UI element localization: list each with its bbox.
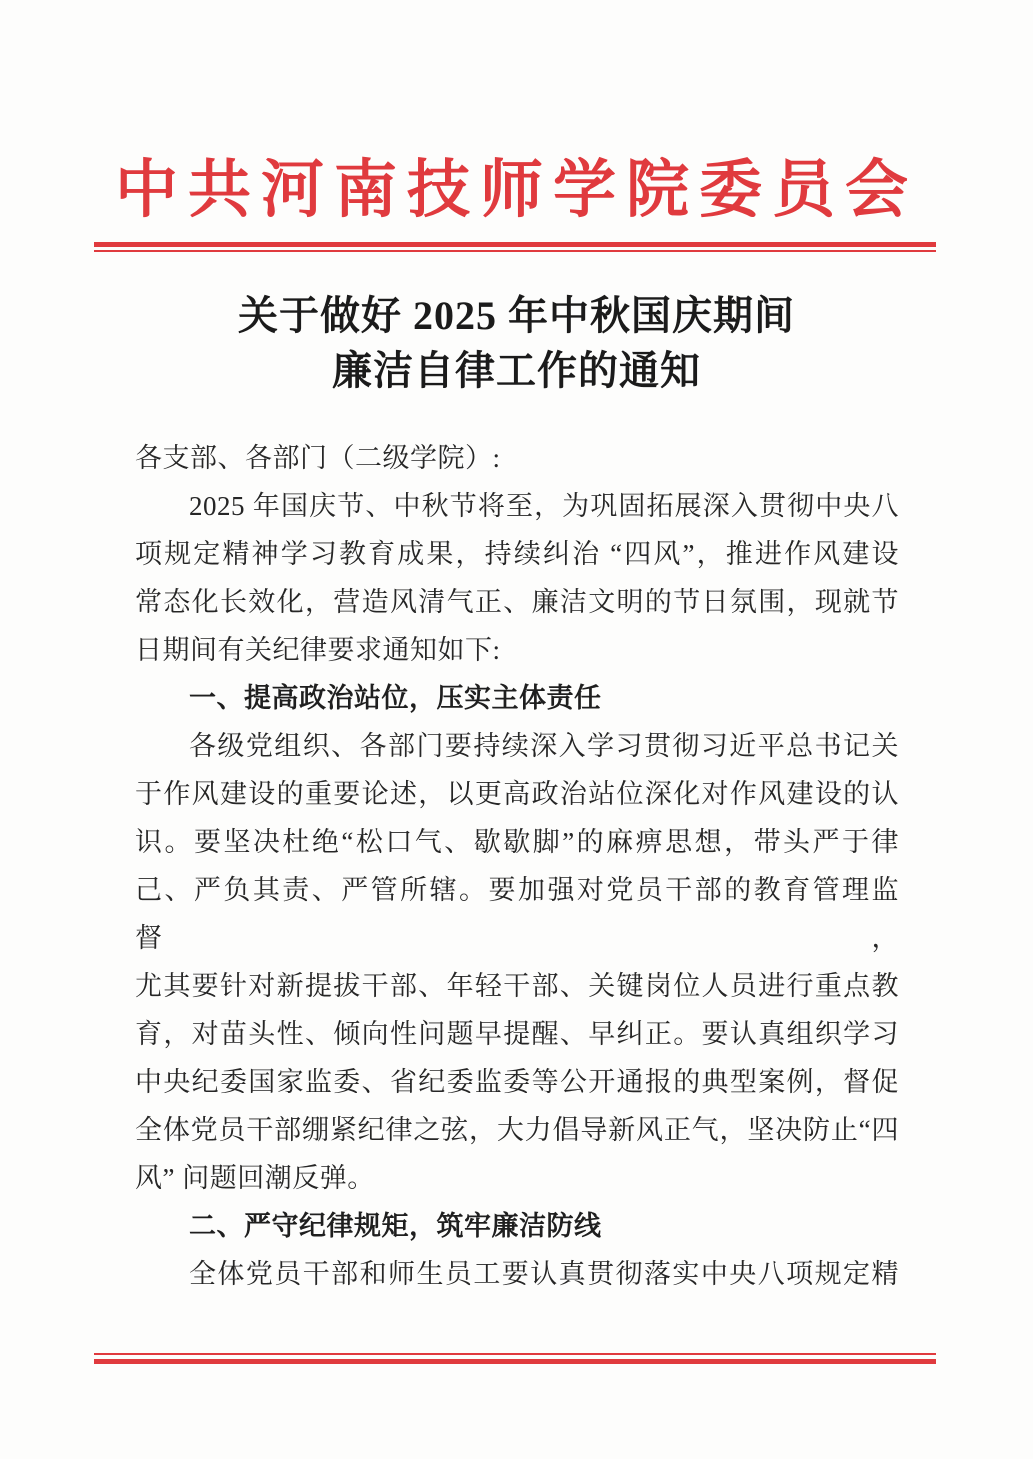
document-title-line2: 廉洁自律工作的通知 [332, 348, 701, 393]
body-line: 己、严负其责、严管所辖。要加强对党员干部的教育管理监督， [135, 875, 899, 953]
document-body [135, 434, 899, 1298]
section-heading: 一、提高政治站位，压实主体责任 [189, 683, 602, 713]
body-line: 2025 年国庆节、中秋节将至，为巩固拓展深入贯彻中央八 [189, 491, 899, 521]
body-line: 尤其要针对新提拔干部、年轻干部、关键岗位人员进行重点教 [135, 971, 899, 1001]
footer-rule-thick [94, 1359, 936, 1364]
body-line: 日期间有关纪律要求通知如下: [135, 635, 501, 665]
body-line: 育，对苗头性、倾向性问题早提醒、早纠正。要认真组织学习 [135, 1019, 899, 1049]
section-heading: 二、严守纪律规矩，筑牢廉洁防线 [189, 1211, 602, 1241]
document-title-line1: 关于做好 2025 年中秋国庆期间 [238, 293, 795, 338]
body-line: 风” 问题回潮反弹。 [135, 1163, 375, 1193]
body-line: 各级党组织、各部门要持续深入学习贯彻习近平总书记关 [189, 731, 899, 761]
body-line: 常态化长效化，营造风清气正、廉洁文明的节日氛围，现就节 [135, 587, 899, 617]
salutation: 各支部、各部门（二级学院）: [135, 443, 501, 473]
header-rule-thin [94, 250, 936, 252]
header-double-rule [94, 242, 936, 252]
body-line: 中央纪委国家监委、省纪委监委等公开通报的典型案例，督促 [135, 1067, 899, 1097]
body-line: 全体党员干部绷紧纪律之弦，大力倡导新风正气，坚决防止“四 [135, 1115, 899, 1145]
footer-double-rule [94, 1353, 936, 1364]
body-line: 全体党员干部和师生员工要认真贯彻落实中央八项规定精 [189, 1259, 899, 1289]
body-line: 于作风建设的重要论述，以更高政治站位深化对作风建设的认 [135, 779, 899, 809]
body-lines [135, 482, 899, 1298]
document-title [0, 288, 1033, 398]
footer-rule-thin [94, 1353, 936, 1355]
body-line: 识。要坚决杜绝“松口气、歇歇脚”的麻痹思想，带头严于律 [135, 827, 899, 857]
body-line: 项规定精神学习教育成果，持续纠治 “四风”，推进作风建设 [135, 539, 899, 569]
document-header-org-name: 中共河南技师学院委员会 [115, 155, 918, 225]
header-rule-thick [94, 242, 936, 247]
